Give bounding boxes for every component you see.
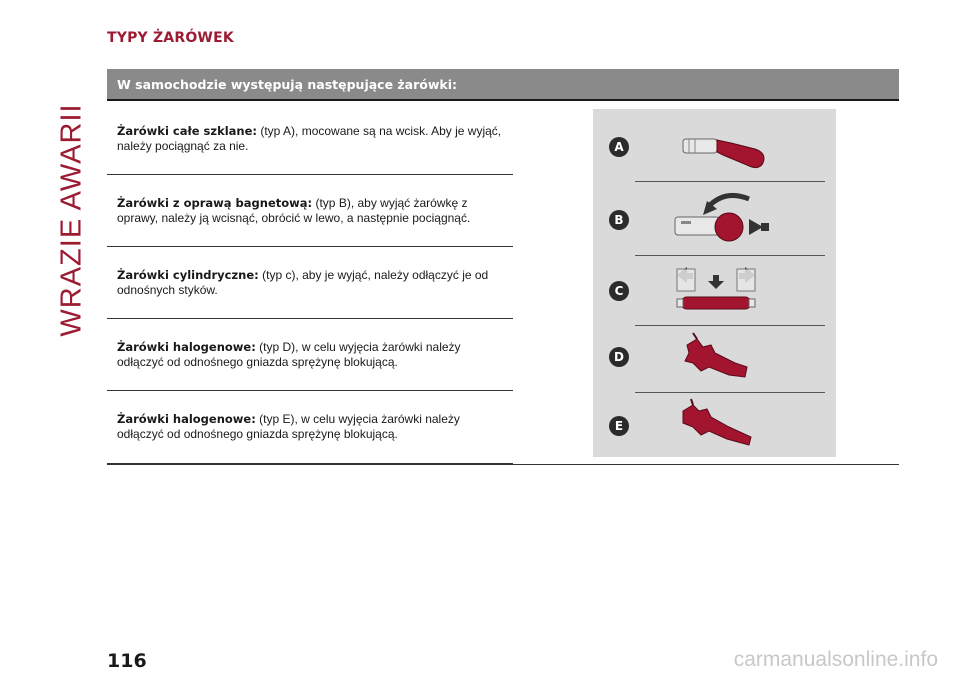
figure-separator: [635, 255, 825, 256]
table-row: [107, 247, 513, 319]
row-description: (typ A), mocowane są na wcisk. Aby je wyjąć, należy pociągnąć za nie.: [117, 124, 502, 153]
bulb-b-icon: [663, 187, 813, 247]
row-description: (typ c), aby je wyjąć, należy odłączyć je od odnośnych styków.: [117, 268, 489, 297]
figure-separator: [635, 392, 825, 393]
row-description: (typ E), w celu wyjęcia żarówki należy odłączyć od odnośnego gniazda sprężynę blokującą.: [117, 412, 460, 441]
label-badge-e: E: [609, 416, 629, 436]
table-rows: [107, 103, 513, 464]
bulb-types-illustration: [593, 109, 836, 457]
label-badge-c: C: [609, 281, 629, 301]
table-row: [107, 175, 513, 247]
table-bottom-rule: [107, 464, 899, 465]
label-badge-a: A: [609, 137, 629, 157]
bulb-a-icon: [663, 119, 813, 179]
bulb-d-icon: [663, 331, 813, 391]
row-term: Żarówki z oprawą bagnetową:: [117, 196, 313, 210]
side-section-label-text: WRAZIE AWARII: [55, 103, 88, 337]
row-description: (typ D), w celu wyjęcia żarówki należy odłączyć od odnośnego gniazda sprężynę blokującą.: [117, 340, 461, 369]
page-number: 116: [107, 650, 147, 672]
row-term: Żarówki halogenowe:: [117, 340, 256, 354]
table-row: [107, 391, 513, 464]
page-title: TYPY ŻARÓWEK: [107, 30, 234, 46]
row-description: (typ B), aby wyjąć żarówkę z oprawy, należy ją wcisnąć, obrócić w lewo, a następnie pociągnąć.: [117, 196, 471, 225]
table-header: [107, 69, 899, 101]
row-term: Żarówki całe szklane:: [117, 124, 258, 138]
row-term: Żarówki halogenowe:: [117, 412, 256, 426]
label-badge-d: D: [609, 347, 629, 367]
side-section-label: [52, 103, 92, 337]
table-header-text: W samochodzie występują następujące żarówki:: [117, 76, 458, 92]
figure-separator: [635, 325, 825, 326]
bulb-e-icon: [663, 397, 813, 457]
table-row: [107, 103, 513, 175]
row-term: Żarówki cylindryczne:: [117, 268, 259, 282]
watermark: carmanualsonline.info: [733, 648, 938, 671]
bulb-types-table: [107, 69, 899, 441]
label-badge-b: B: [609, 210, 629, 230]
bulb-c-icon: [663, 263, 813, 323]
table-row: [107, 319, 513, 391]
figure-separator: [635, 181, 825, 182]
